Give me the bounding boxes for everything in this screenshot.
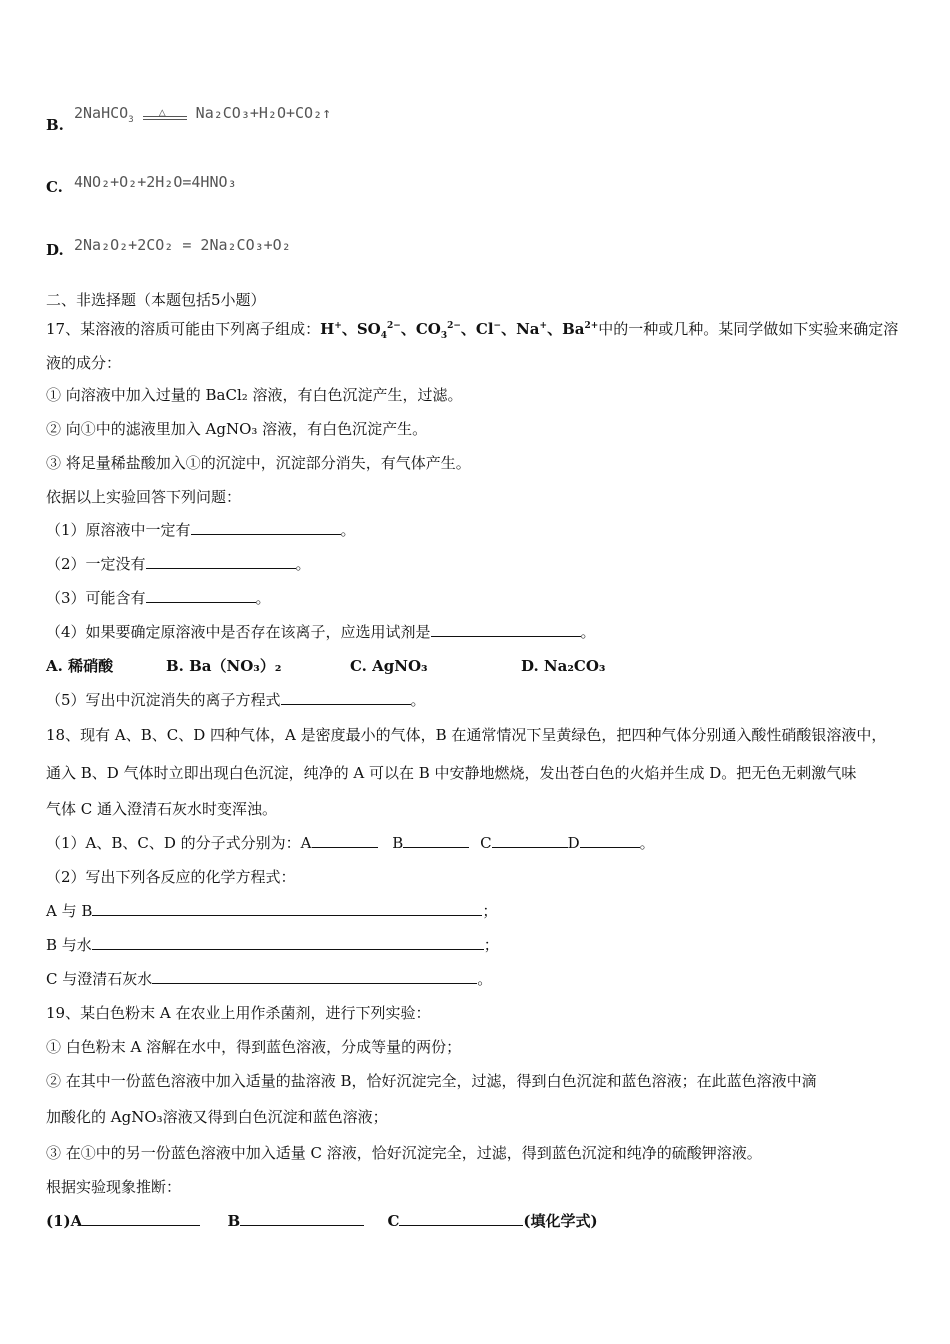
option-b-sub: 3 [128,115,134,125]
q17-part2 [46,554,311,574]
choice-b: B. Ba（NO₃）₂ [166,657,282,675]
answer-blank[interactable] [92,935,484,950]
period: 。 [340,521,356,539]
q17-part4 [46,622,596,642]
q18-ab-text: A 与 B [46,902,93,920]
q17-part3-text: （3）可能含有 [46,589,146,607]
q19-line5: ③ 在①中的另一份蓝色溶液中加入适量 C 溶液，恰好沉淀完全，过滤，得到蓝色沉淀和纯净的硫酸钾溶液。 [46,1144,762,1162]
option-d-letter: D. [46,241,64,259]
q17-part5-text: （5）写出中沉淀消失的离子方程式 [46,691,281,709]
q18-part1 [46,833,655,853]
fill-formula-note: (填化学式) [523,1212,598,1230]
q19-line3: ② 在其中一份蓝色溶液中加入适量的盐溶液 B，恰好沉淀完全，过滤，得到白色沉淀和蓝色溶液；在此蓝色溶液中滴 [46,1072,817,1090]
q19-answers [46,1211,598,1231]
q17-intro-a: 17、某溶液的溶质可能由下列离子组成： [46,320,321,338]
q18-part1-text: （1）A、B、C、D 的分子式分别为：A [46,834,312,852]
option-b-formula [74,104,331,125]
period: 。 [295,555,311,573]
q17-part2-text: （2）一定没有 [46,555,146,573]
q18-cl [46,969,492,989]
answer-blank[interactable] [492,833,568,848]
period: 。 [580,623,596,641]
q17-part5 [46,690,426,710]
answer-blank[interactable] [82,1211,200,1226]
q17-step3: ③ 将足量稀盐酸加入①的沉淀中，沉淀部分消失，有气体产生。 [46,454,471,472]
period: 。 [255,589,271,607]
answer-blank[interactable] [146,588,256,603]
q17-prompt: 依据以上实验回答下列问题： [46,488,242,506]
option-c-formula: 4NO₂+O₂+2H₂O=4HNO₃ [74,173,237,191]
period: 。 [477,970,493,988]
choice-c: C. AgNO₃ [350,657,428,675]
q17-intro [46,316,898,346]
option-b-letter: B. [46,116,64,134]
period: 。 [639,834,655,852]
option-c-letter: C. [46,178,63,196]
q17-ions: H+、$SO_4^{2-}$、$CO_3^{2-}$、Cl−、Na+、$Ba^{2+}$ [320,320,599,341]
answer-blank[interactable] [399,1211,523,1226]
q17-intro-b: 中的一种或几种。某同学做如下实验来确定溶 [598,320,899,338]
ion-h: H [320,320,335,338]
label-d: D [567,834,580,852]
q17-part1-text: （1）原溶液中一定有 [46,521,191,539]
q17-part4-text: （4）如果要确定原溶液中是否存在该离子，应选用试剂是 [46,623,431,641]
choice-a: A. 稀硝酸 [46,657,114,675]
answer-blank[interactable] [152,969,477,984]
q17-part1 [46,520,356,540]
q19-line1: 19、某白色粉末 A 在农业上用作杀菌剂，进行下列实验： [46,1004,431,1022]
q18-ab [46,901,497,921]
q19-line2: ① 白色粉末 A 溶解在水中，得到蓝色溶液，分成等量的两份； [46,1038,462,1056]
q17-intro-c: 液的成分： [46,354,122,372]
q18-line1: 18、现有 A、B、C、D 四种气体，A 是密度最小的气体，B 在通常情况下呈黄绿色，把四种气体分别通入酸性硝酸银溶液中， [46,726,887,744]
answer-blank[interactable] [431,622,581,637]
option-b-formula-left: 2NaHCO [74,104,129,122]
label-b: B [392,834,404,852]
option-b-formula-right: Na₂CO₃+H₂O+CO₂↑ [195,104,332,122]
period: 。 [410,691,426,709]
semicolon: ； [482,902,498,920]
q17-step2: ② 向①中的滤液里加入 AgNO₃ 溶液，有白色沉淀产生。 [46,420,428,438]
option-d-formula: 2Na₂O₂+2CO₂ = 2Na₂CO₃+O₂ [74,236,291,254]
answer-blank[interactable] [146,554,296,569]
heating-condition [143,105,187,123]
answer-blank[interactable] [403,833,469,848]
label-c: C [480,834,492,852]
q18-line3: 气体 C 通入澄清石灰水时变浑浊。 [46,800,278,818]
q18-part2: （2）写出下列各反应的化学方程式： [46,868,296,886]
q18-bw [46,935,499,955]
answer-blank[interactable] [580,833,640,848]
q18-cl-text: C 与澄清石灰水 [46,970,153,988]
semicolon: ； [483,936,499,954]
q18-line2: 通入 B、D 气体时立即出现白色沉淀，纯净的 A 可以在 B 中安静地燃烧，发出苍白色的火焰并生成 D。把无色无刺激气味 [46,764,857,782]
answer-blank[interactable] [240,1211,364,1226]
answer-blank[interactable] [191,520,341,535]
section-heading: 二、非选择题（本题包括5小题） [46,291,266,309]
q19-line6: 根据实验现象推断： [46,1178,182,1196]
q19-line4: 加酸化的 AgNO₃溶液又得到白色沉淀和蓝色溶液； [46,1108,388,1126]
label-a: (1)A [46,1212,83,1230]
q18-bw-text: B 与水 [46,936,92,954]
heat-triangle-icon: △ [158,104,166,119]
q17-part3 [46,588,271,608]
label-b: B [227,1212,241,1230]
answer-blank[interactable] [312,833,378,848]
answer-blank[interactable] [281,690,411,705]
q17-step1: ① 向溶液中加入过量的 BaCl₂ 溶液，有白色沉淀产生，过滤。 [46,386,463,404]
label-c: C [387,1212,400,1230]
answer-blank[interactable] [92,901,482,916]
choice-d: D. Na₂CO₃ [521,657,606,675]
